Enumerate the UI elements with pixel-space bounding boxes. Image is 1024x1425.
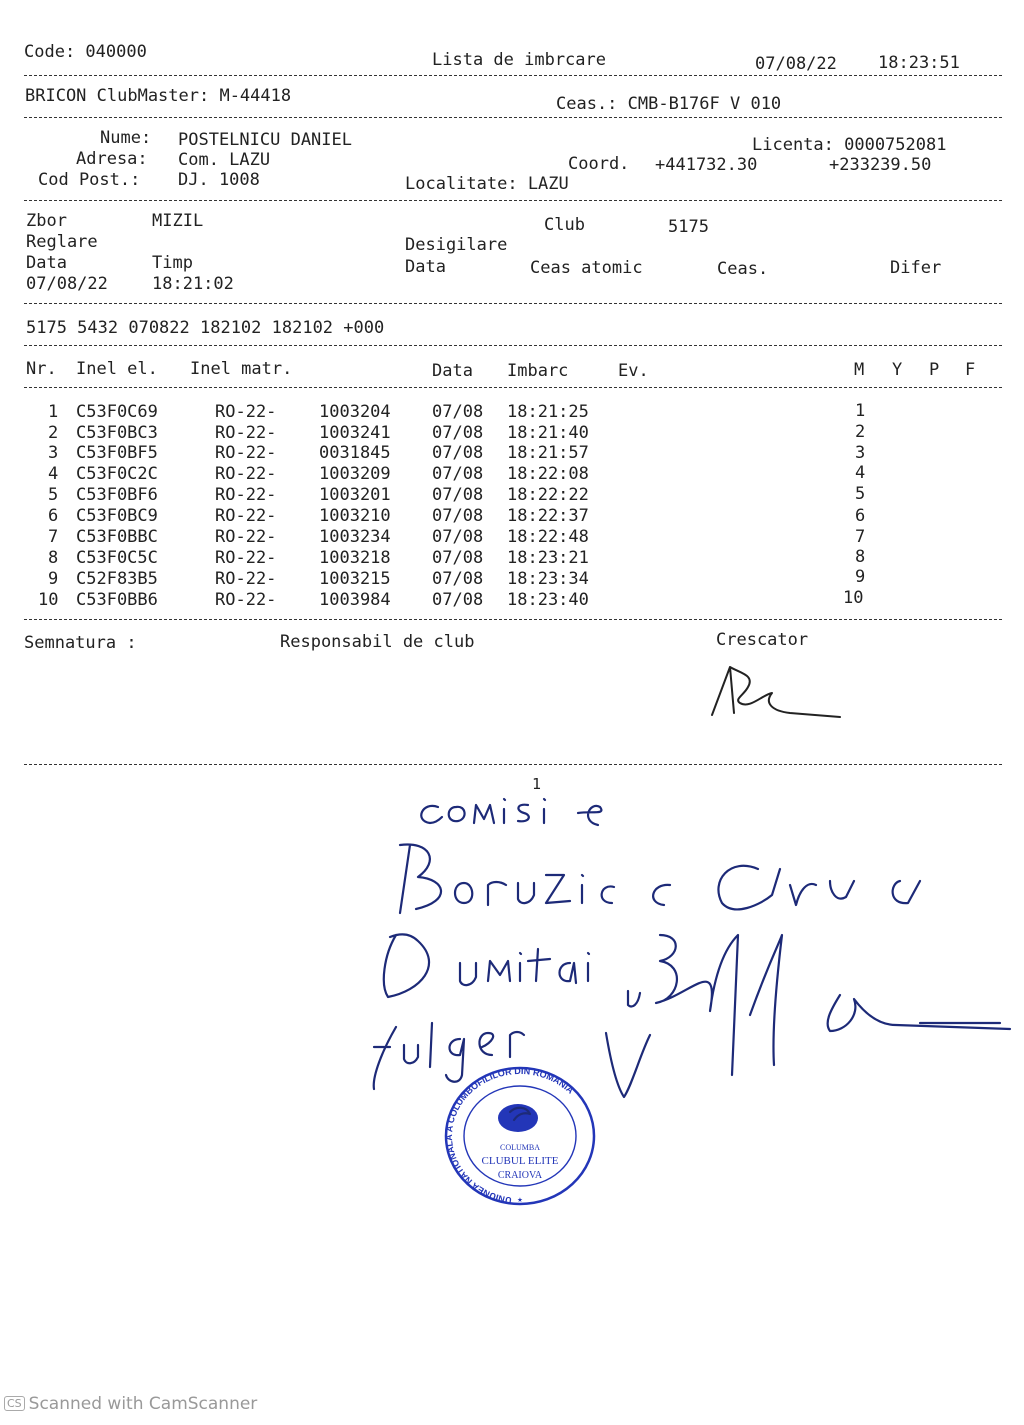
atomic-clock-label: Ceas atomic	[530, 258, 643, 278]
col-ev: Ev.	[618, 361, 649, 381]
coord-lon: +233239.50	[829, 155, 932, 175]
ring-electronic: C53F0BBC	[76, 527, 158, 547]
row-date: 07/08	[432, 485, 484, 505]
row-date: 07/08	[432, 464, 484, 484]
coord-lat: +441732.30	[655, 155, 758, 175]
row-number: 1	[48, 402, 59, 422]
row-date: 07/08	[432, 443, 484, 463]
reglare-label: Reglare	[26, 232, 98, 252]
ring-number: 0031845	[319, 443, 391, 463]
row-time: 18:22:37	[507, 506, 589, 526]
ring-number: 1003241	[319, 423, 391, 443]
row-m: 6	[855, 506, 866, 526]
divider	[24, 117, 1002, 118]
desigilare-label: Desigilare	[405, 235, 508, 255]
stamp-club: CLUBUL ELITE	[481, 1155, 559, 1167]
row-time: 18:21:25	[507, 402, 589, 422]
difference-label: Difer	[890, 258, 942, 278]
ring-electronic: C52F83B5	[76, 569, 158, 589]
col-p: P	[929, 360, 940, 380]
row-time: 18:23:21	[507, 548, 589, 568]
row-date: 07/08	[432, 423, 484, 443]
ring-number: 1003210	[319, 506, 391, 526]
clock-id: Ceas.: CMB-B176F V 010	[556, 94, 782, 114]
row-m: 1	[855, 401, 866, 421]
divider	[24, 764, 1002, 765]
fancier-name: POSTELNICU DANIEL	[178, 130, 352, 150]
divider	[24, 303, 1002, 304]
reglare-time: 18:21:02	[152, 274, 234, 294]
ring-prefix: RO-22-	[215, 548, 277, 568]
row-date: 07/08	[432, 527, 484, 547]
page-number: 1	[532, 775, 542, 793]
club-master: BRICON ClubMaster: M-44418	[25, 86, 292, 106]
ring-number: 1003204	[319, 402, 391, 422]
flight-label: Zbor	[26, 211, 67, 231]
row-number: 7	[48, 527, 59, 547]
row-m: 7	[855, 527, 866, 547]
row-number: 2	[48, 423, 59, 443]
ring-electronic: C53F0BF5	[76, 443, 158, 463]
row-m: 2	[855, 422, 866, 442]
coord-label: Coord.	[568, 154, 630, 174]
divider	[24, 75, 1002, 76]
ring-prefix: RO-22-	[215, 569, 277, 589]
col-imbarc: Imbarc	[507, 361, 569, 381]
col-data: Data	[432, 361, 473, 381]
ring-electronic: C53F0C69	[76, 402, 158, 422]
row-number: 3	[48, 443, 59, 463]
divider	[24, 200, 1002, 201]
ring-electronic: C53F0BC9	[76, 506, 158, 526]
divider	[24, 387, 1002, 388]
ring-electronic: C53F0BC3	[76, 423, 158, 443]
code-line: 5175 5432 070822 182102 182102 +000	[26, 318, 385, 338]
scanner-watermark	[4, 1394, 257, 1414]
postcode-label: Cod Post.:	[38, 170, 141, 190]
ring-electronic: C53F0C2C	[76, 464, 158, 484]
row-time: 18:23:40	[507, 590, 589, 610]
fancier-postcode: DJ. 1008	[178, 170, 260, 190]
col-f: F	[965, 360, 976, 380]
print-time: 18:23:51	[878, 53, 960, 73]
camscanner-logo: CS	[4, 1396, 25, 1411]
stamp-columba: COLUMBA	[499, 1143, 541, 1152]
ring-number: 1003984	[319, 590, 391, 610]
ring-prefix: RO-22-	[215, 464, 277, 484]
flight-name: MIZIL	[152, 211, 204, 231]
ring-prefix: RO-22-	[215, 423, 277, 443]
ring-electronic: C53F0BB6	[76, 590, 158, 610]
row-number: 9	[48, 569, 59, 589]
print-date: 07/08/22	[755, 54, 837, 74]
stamp-city: CRAIOVA	[497, 1170, 543, 1181]
ring-electronic: C53F0C5C	[76, 548, 158, 568]
row-m: 3	[855, 443, 866, 463]
col-m: M	[854, 360, 865, 380]
signature-label: Semnatura :	[24, 633, 137, 653]
date-label-2: Data	[405, 257, 446, 277]
locality: Localitate: LAZU	[405, 174, 569, 194]
breeder-signature	[700, 655, 850, 725]
club-responsible-label: Responsabil de club	[280, 632, 475, 652]
address-label: Adresa:	[76, 149, 148, 169]
row-number: 5	[48, 485, 59, 505]
ring-prefix: RO-22-	[215, 443, 277, 463]
ring-prefix: RO-22-	[215, 527, 277, 547]
divider	[24, 345, 1002, 346]
row-date: 07/08	[432, 569, 484, 589]
ring-number: 1003215	[319, 569, 391, 589]
doc-code: Code: 040000	[24, 42, 147, 62]
club-number: 5175	[668, 217, 709, 237]
ring-prefix: RO-22-	[215, 590, 277, 610]
club-stamp	[440, 1060, 600, 1210]
col-inel-el: Inel el.	[76, 359, 158, 379]
row-m: 10	[843, 588, 864, 608]
clock-label: Ceas.	[717, 259, 769, 279]
ring-prefix: RO-22-	[215, 402, 277, 422]
doc-title: Lista de imbrcare	[432, 50, 606, 70]
camscanner-text: Scanned with CamScanner	[28, 1394, 258, 1414]
row-m: 4	[855, 463, 866, 483]
ring-prefix: RO-22-	[215, 506, 277, 526]
ring-number: 1003218	[319, 548, 391, 568]
name-label: Nume:	[100, 128, 152, 148]
row-m: 5	[855, 484, 866, 504]
stamp-ring-text: UNIUNEA NATIONALA A COLUMBOFILILOR DIN ROMANIA	[443, 1065, 576, 1206]
divider	[24, 619, 1002, 620]
col-nr: Nr.	[26, 359, 57, 379]
row-time: 18:21:40	[507, 423, 589, 443]
ring-number: 1003209	[319, 464, 391, 484]
ring-number: 1003234	[319, 527, 391, 547]
row-date: 07/08	[432, 590, 484, 610]
row-time: 18:21:57	[507, 443, 589, 463]
ring-number: 1003201	[319, 485, 391, 505]
breeder-label: Crescator	[716, 630, 809, 650]
row-date: 07/08	[432, 548, 484, 568]
row-date: 07/08	[432, 506, 484, 526]
ring-electronic: C53F0BF6	[76, 485, 158, 505]
license: Licenta: 0000752081	[752, 135, 947, 155]
row-m: 8	[855, 547, 866, 567]
col-inel-matr: Inel matr.	[190, 359, 293, 379]
col-y: Y	[892, 360, 903, 380]
club-label: Club	[544, 215, 585, 235]
row-time: 18:23:34	[507, 569, 589, 589]
row-number: 8	[48, 548, 59, 568]
reglare-date: 07/08/22	[26, 274, 108, 294]
row-time: 18:22:08	[507, 464, 589, 484]
ring-prefix: RO-22-	[215, 485, 277, 505]
date-label: Data	[26, 253, 67, 273]
row-date: 07/08	[432, 402, 484, 422]
fancier-address: Com. LAZU	[178, 150, 271, 170]
row-number: 6	[48, 506, 59, 526]
time-label: Timp	[152, 253, 193, 273]
row-m: 9	[855, 567, 866, 587]
row-number: 4	[48, 464, 59, 484]
row-number: 10	[38, 590, 59, 610]
row-time: 18:22:22	[507, 485, 589, 505]
row-time: 18:22:48	[507, 527, 589, 547]
svg-text:★: ★	[517, 1195, 523, 1205]
